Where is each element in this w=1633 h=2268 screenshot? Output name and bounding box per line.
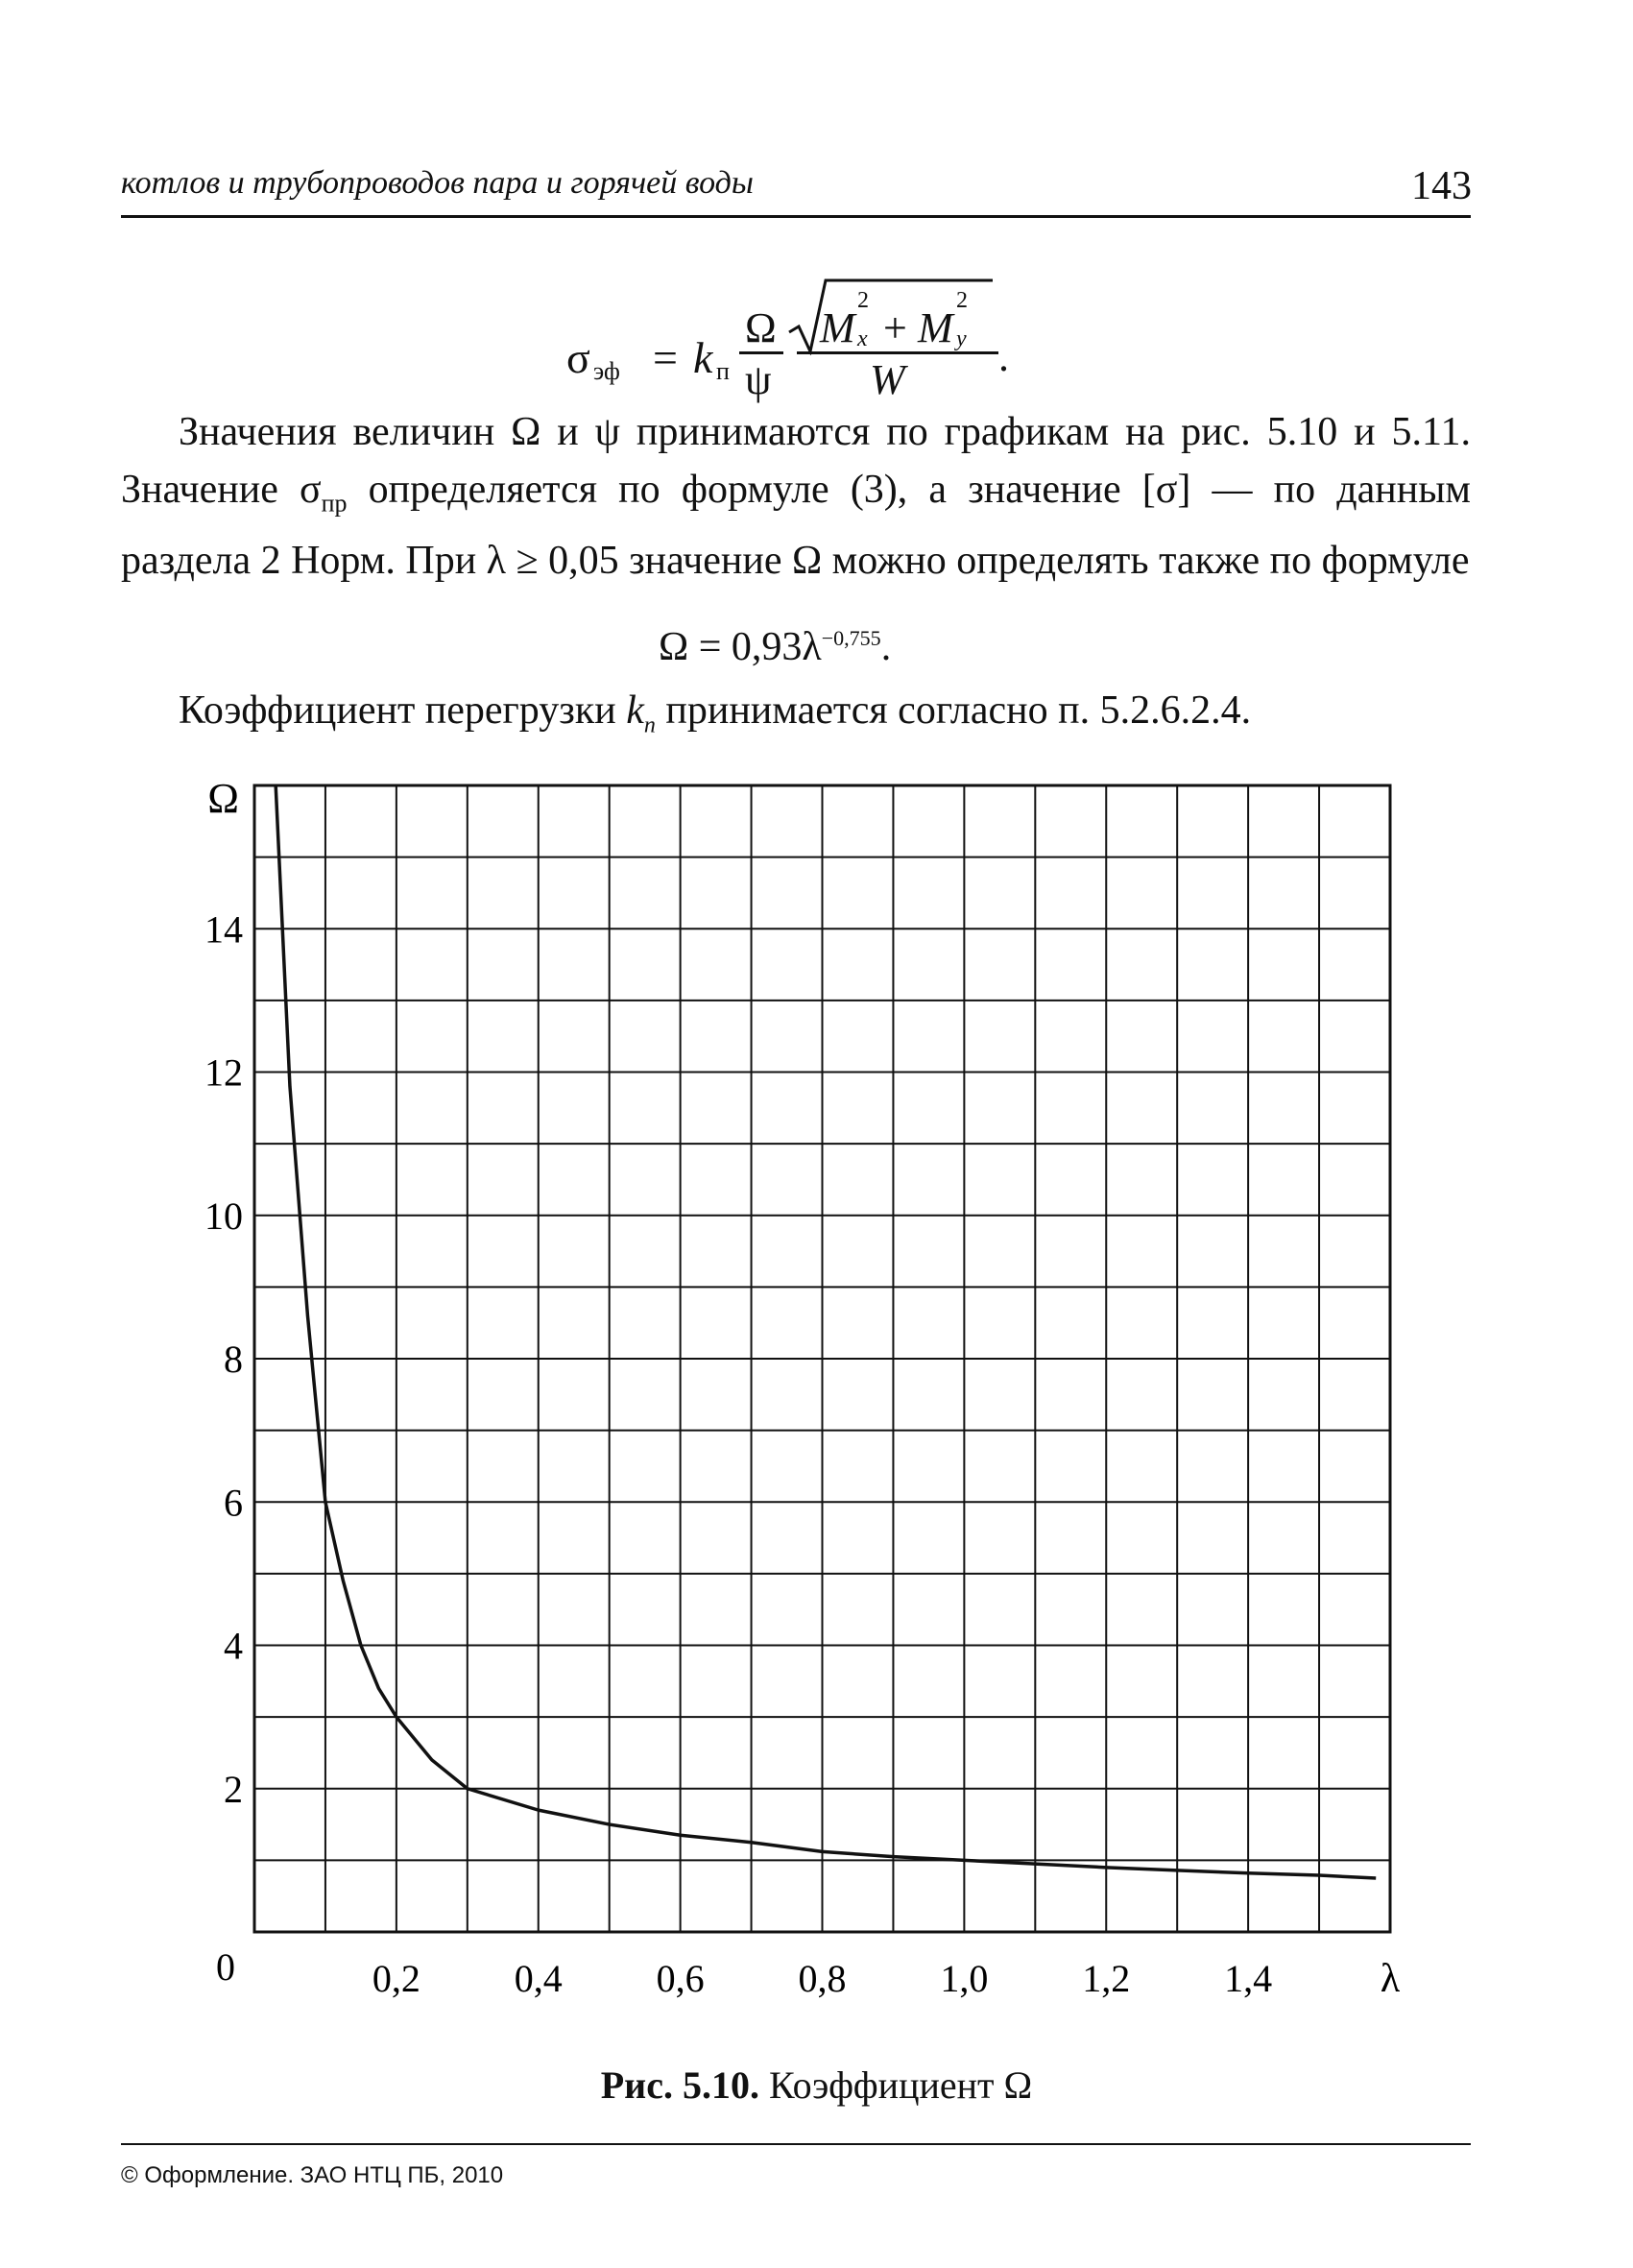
copyright-footer: © Оформление. ЗАО НТЦ ПБ, 2010: [121, 2162, 504, 2188]
x-tick-label: 1,4: [1224, 1957, 1273, 2000]
equals-sign: =: [653, 333, 678, 382]
x-tick-label: 0,2: [372, 1957, 420, 2000]
figure-caption-number: Рис. 5.10.: [600, 2063, 759, 2107]
k-subscript: п: [716, 357, 730, 385]
psi-denominator: ψ: [745, 356, 772, 403]
x-tick-label: 0,8: [798, 1957, 847, 2000]
x-axis-label: λ: [1380, 1957, 1401, 2001]
omega-formula-main: Ω = 0,93λ: [659, 625, 822, 669]
w-denominator: W: [870, 356, 905, 403]
mx-square: 2: [857, 288, 869, 313]
figure-caption: [0, 2063, 1633, 2108]
overload-text-1: Коэффициент перегрузки: [179, 688, 627, 733]
curve-layer: [276, 785, 1376, 1878]
omega-curve: [276, 785, 1376, 1878]
y-tick-label: 10: [204, 1194, 243, 1238]
mx-subscript: x: [857, 326, 868, 351]
overload-k-subscript: п: [643, 712, 656, 738]
x-tick-label: 1,0: [940, 1957, 989, 2000]
grid-layer: [254, 785, 1390, 1932]
sigma-symbol: σ: [566, 333, 590, 382]
k-symbol: k: [693, 333, 713, 382]
x-tick-label: 1,2: [1082, 1957, 1131, 2000]
omega-numerator: Ω: [745, 304, 777, 351]
y-axis-label: Ω: [207, 775, 239, 822]
y-tick-label: 2: [224, 1767, 243, 1811]
footer-rule: [121, 2143, 1471, 2145]
y-tick-label: 14: [204, 907, 243, 952]
running-header: котлов и трубопроводов пара и горячей воды: [121, 165, 754, 201]
y-tick-label: 8: [224, 1338, 243, 1381]
omega-formula-period: .: [880, 625, 892, 669]
paragraph-text-2: определяется по формуле (3), а значение [σ] — по данным раздела 2 Норм. При λ ≥ 0,05 значение Ω можно определять также по формуле: [121, 468, 1471, 584]
overload-k: k: [626, 688, 644, 733]
y-tick-label: 4: [224, 1624, 243, 1668]
x-tick-label: 0,4: [514, 1957, 563, 2000]
plus-sign: +: [883, 304, 907, 351]
page-number: 143: [1411, 164, 1472, 208]
omega-formula-exponent: −0,755: [821, 626, 881, 650]
my-square: 2: [956, 288, 968, 313]
x-tick-label: 0,6: [656, 1957, 705, 2000]
tick-layer: [204, 775, 1401, 2001]
sigma-subscript: эф: [593, 357, 620, 385]
origin-label: 0: [216, 1945, 235, 1989]
sigma-pr-subscript: пр: [321, 489, 348, 518]
overload-text-2: принимается согласно п. 5.2.6.2.4.: [655, 688, 1252, 733]
y-tick-label: 12: [204, 1050, 243, 1095]
my-symbol: M: [918, 304, 953, 351]
my-subscript: y: [956, 326, 967, 351]
paragraph-text-1: Значения величин Ω и ψ принимаются по графикам на рис. 5.10 и 5.11. Значение σ: [121, 410, 1471, 512]
figure-caption-text: Коэффициент Ω: [758, 2063, 1033, 2107]
formula-period: .: [998, 333, 1009, 380]
y-tick-label: 6: [224, 1481, 243, 1525]
mx-symbol: M: [820, 304, 855, 351]
